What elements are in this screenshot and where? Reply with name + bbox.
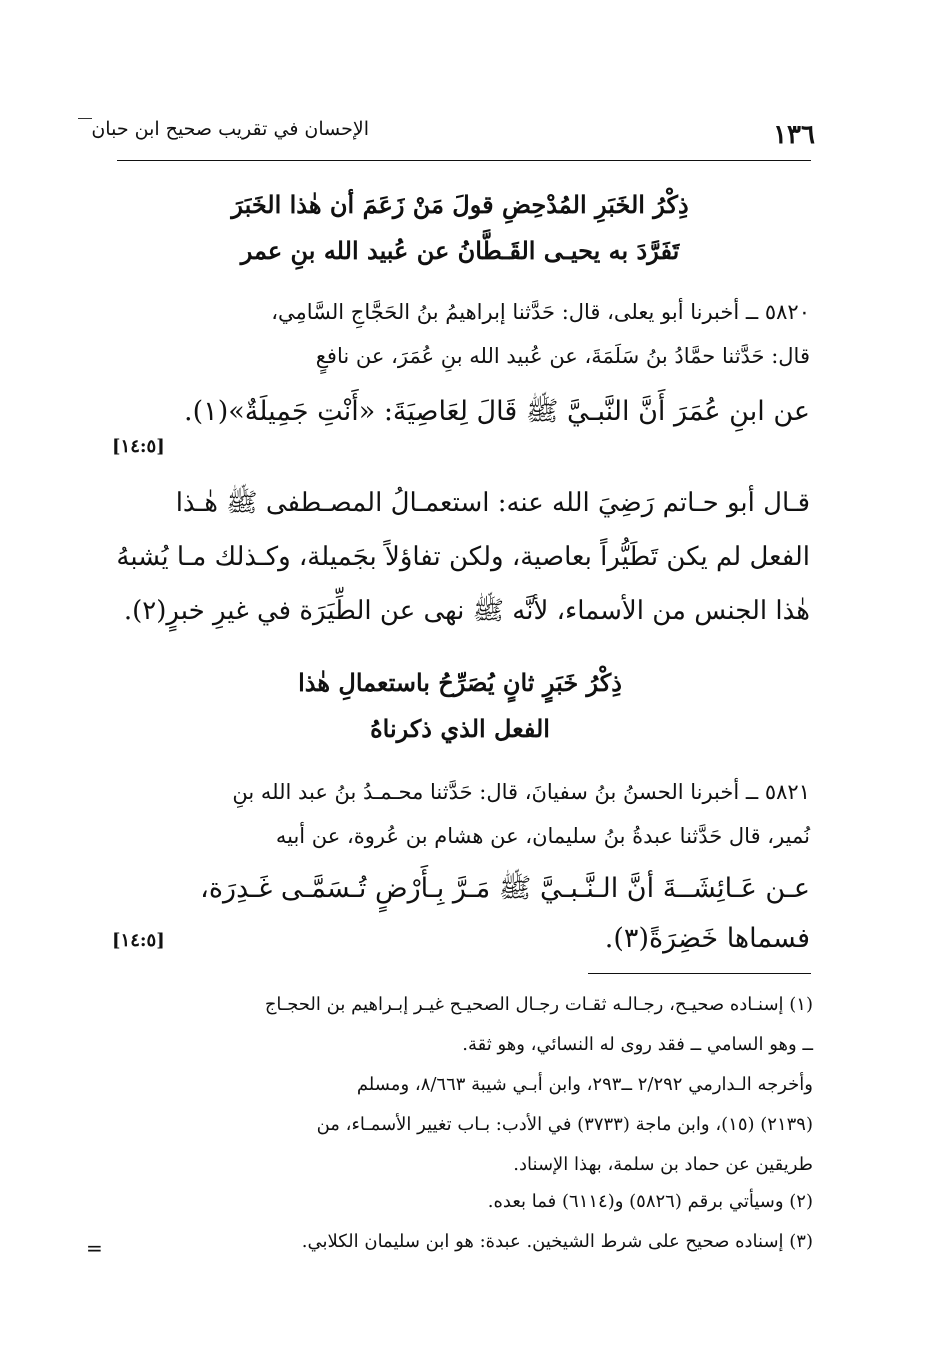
footnote-line: ــ وهو السامي ــ فقد روى له النسائي، وهو ثقة.: [462, 1034, 813, 1055]
matn-line: عـن عَـائِشَــةَ أنَّ الـنَّـبـيَّ ﷺ مَـرَّ بِـأَرْضٍ تُـسَمَّـى غَـدِرَة،: [200, 873, 810, 904]
section-heading-2: [110, 660, 810, 752]
section-heading-2-line-1: ذِكْرُ خَبَرٍ ثانٍ يُصَرِّحُ باستعمالِ هٰذا: [298, 668, 622, 697]
isnad-line: ٥٨٢٠ ــ أخبرنا أبو يعلى، قال: حَدَّثنا إبراهيمُ بنُ الحَجَّاجِ السَّامِي،: [271, 300, 810, 324]
corner-dash: [78, 118, 92, 119]
comment-line: الفعل لم يكن تَطَيُّراً بعاصية، ولكن تفاؤلاً بجَميلة، وكـذلك مـا يُشبهُ: [116, 542, 810, 572]
section-heading-1-line-1: ذِكْرُ الخَبَرِ المُدْحِضِ قولَ مَنْ زَعَمَ أن هٰذا الخَبَرَ: [231, 190, 689, 219]
continuation-mark: =: [86, 1236, 103, 1260]
footnote-3: (٣) إسناده صحيح على شرط الشيخين. عبدة: هو ابن سليمان الكلابي.: [301, 1231, 813, 1252]
footnote-1: [110, 985, 813, 1185]
hadith-5820-grade: [١٤:٥]: [112, 436, 165, 457]
hadith-5820-isnad: [108, 290, 810, 378]
matn-line: فسماها خَضِرَةً(٣).: [604, 923, 810, 954]
isnad-line: نُمير، قال حَدَّثنا عبدةُ بنُ سليمان، عن هشام بن عُروة، عن أبيه: [275, 824, 810, 848]
footnote-line: (٢١٣٩) (١٥)، وابن ماجة (٣٧٣٣) في الأدب: بـاب تغيير الأسمـاء، من: [316, 1114, 813, 1135]
section-heading-2-line-2: الفعل الذي ذكرناهُ: [370, 714, 550, 743]
header-rule: [117, 160, 811, 161]
footnote-line: (١) إسنـاده صحيـح، رجـالـه ثقـات رجـال الصحيـح غيـر إبـراهيم بن الحجـاج: [264, 994, 813, 1015]
isnad-line: قال: حَدَّثنا حمَّادُ بنُ سَلَمَةَ، عن عُبيد الله بنِ عُمَرَ، عن نافعٍ: [315, 344, 810, 368]
comment-line: قـال أبو حـاتم رَضِيَ الله عنه: استعمـالُ المصـطفى ﷺ هٰـذا: [175, 488, 810, 518]
footnote-separator: [588, 973, 811, 974]
hadith-5821-matn: [108, 864, 810, 964]
footnote-line: وأخرجه الـدارمي ٢/٢٩٢ ــ٢٩٣، وابن أبـي شيبة ٨/٦٦٣، ومسلم: [356, 1074, 813, 1095]
footnote-2: (٢) وسيأتي برقم (٥٨٢٦) و(٦١١٤) فما بعده.: [487, 1191, 813, 1212]
hadith-5821-grade: [١٤:٥]: [112, 930, 165, 951]
abu-hatim-comment: [108, 476, 810, 638]
running-header-title: الإحسان في تقريب صحيح ابن حبان: [91, 118, 369, 140]
comment-line: هٰذا الجنس من الأسماء، لأنَّه ﷺ نهى عن الطِّيَرَة في غيرِ خبرٍ(٢).: [123, 596, 810, 626]
section-heading-1-line-2: تَفَرَّدَ به يحيـى القَـطَّانُ عن عُبيد الله بنِ عمر: [240, 236, 680, 265]
hadith-5821-isnad: [108, 770, 810, 858]
footnote-line: طريقين عن حماد بن سلمة، بهذا الإسناد.: [513, 1154, 813, 1175]
isnad-line: ٥٨٢١ ــ أخبرنا الحسنُ بنُ سفيانَ، قال: حَدَّثنا محـمـدُ بنُ عبد الله بنِ: [232, 780, 810, 804]
page-number: ١٣٦: [773, 120, 815, 150]
hadith-5820-matn: عن ابنِ عُمَرَ أَنَّ النَّبـيَّ ﷺ قَالَ لِعَاصِيَةَ: «أَنْتِ جَمِيلَةٌ»(١).: [184, 396, 810, 427]
section-heading-1: [110, 182, 810, 274]
